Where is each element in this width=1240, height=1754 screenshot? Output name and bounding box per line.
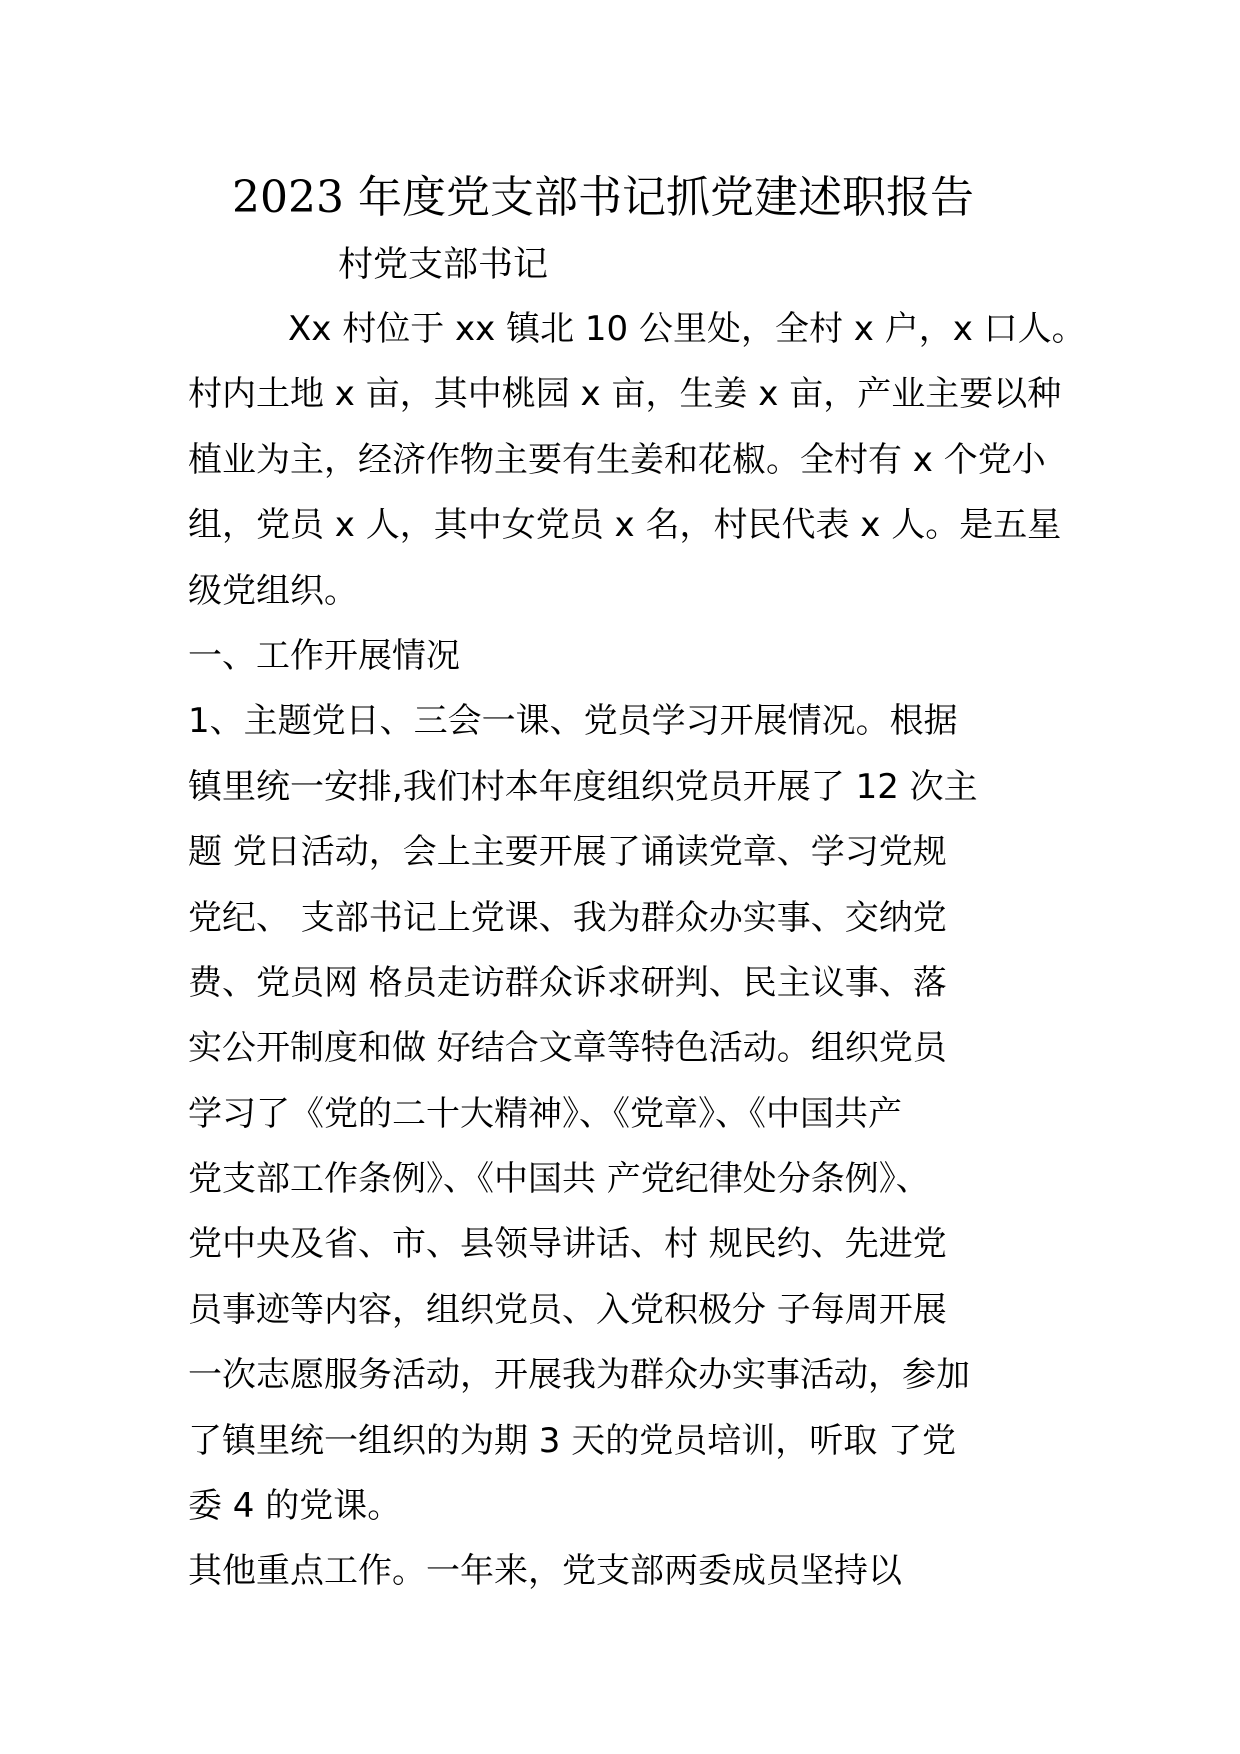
paragraph-line: 村内土地 x 亩，其中桃园 x 亩，生姜 x 亩，产业主要以种	[188, 374, 1062, 415]
paragraph-line: 级党组织。	[188, 570, 358, 611]
paragraph-line: 植业为主，经济作物主要有生姜和花椒。全村有 x 个党小	[188, 439, 1046, 480]
paragraph-line: 委 4 的党课。	[188, 1486, 402, 1527]
paragraph-line: 费、党员网 格员走访群众诉求研判、民主议事、落	[188, 962, 947, 1003]
section-heading: 一、工作开展情况	[188, 635, 460, 676]
paragraph-line: 党纪、 支部书记上党课、我为群众办实事、交纳党	[188, 897, 947, 938]
paragraph-line: 组，党员 x 人，其中女党员 x 名，村民代表 x 人。是五星	[188, 505, 1062, 546]
document-body	[188, 297, 1086, 1605]
paragraph-line: 其他重点工作。一年来，党支部两委成员坚持以	[188, 1551, 902, 1592]
document-title: 2023 年度党支部书记抓党建述职报告	[232, 172, 974, 223]
paragraph-line: 员事迹等内容，组织党员、入党积极分 子每周开展	[188, 1289, 947, 1330]
paragraph-line: 实公开制度和做 好结合文章等特色活动。组织党员	[188, 1028, 947, 1069]
paragraph-line: 题 党日活动，会上主要开展了诵读党章、学习党规	[188, 832, 947, 873]
paragraph-line: 了镇里统一组织的为期 3 天的党员培训，听取 了党	[188, 1420, 957, 1461]
paragraph-line: 1、主题党日、三会一课、党员学习开展情况。根据	[188, 701, 958, 742]
paragraph-line: Xx 村位于 xx 镇北 10 公里处，全村 x 户，x 口人。	[288, 309, 1086, 349]
paragraph-line: 党支部工作条例》、《中国共 产党纪律处分条例》、	[188, 1159, 930, 1200]
paragraph-line: 镇里统一安排,我们村本年度组织党员开展了 12 次主	[188, 766, 978, 807]
paragraph-line: 学习了《党的二十大精神》、《党章》、《中国共产	[188, 1093, 902, 1134]
paragraph-line: 党中央及省、市、县领导讲话、村 规民约、先进党	[188, 1224, 947, 1265]
paragraph-line: 一次志愿服务活动，开展我为群众办实事活动，参加	[188, 1355, 970, 1396]
document-subtitle: 村党支部书记	[338, 245, 549, 285]
